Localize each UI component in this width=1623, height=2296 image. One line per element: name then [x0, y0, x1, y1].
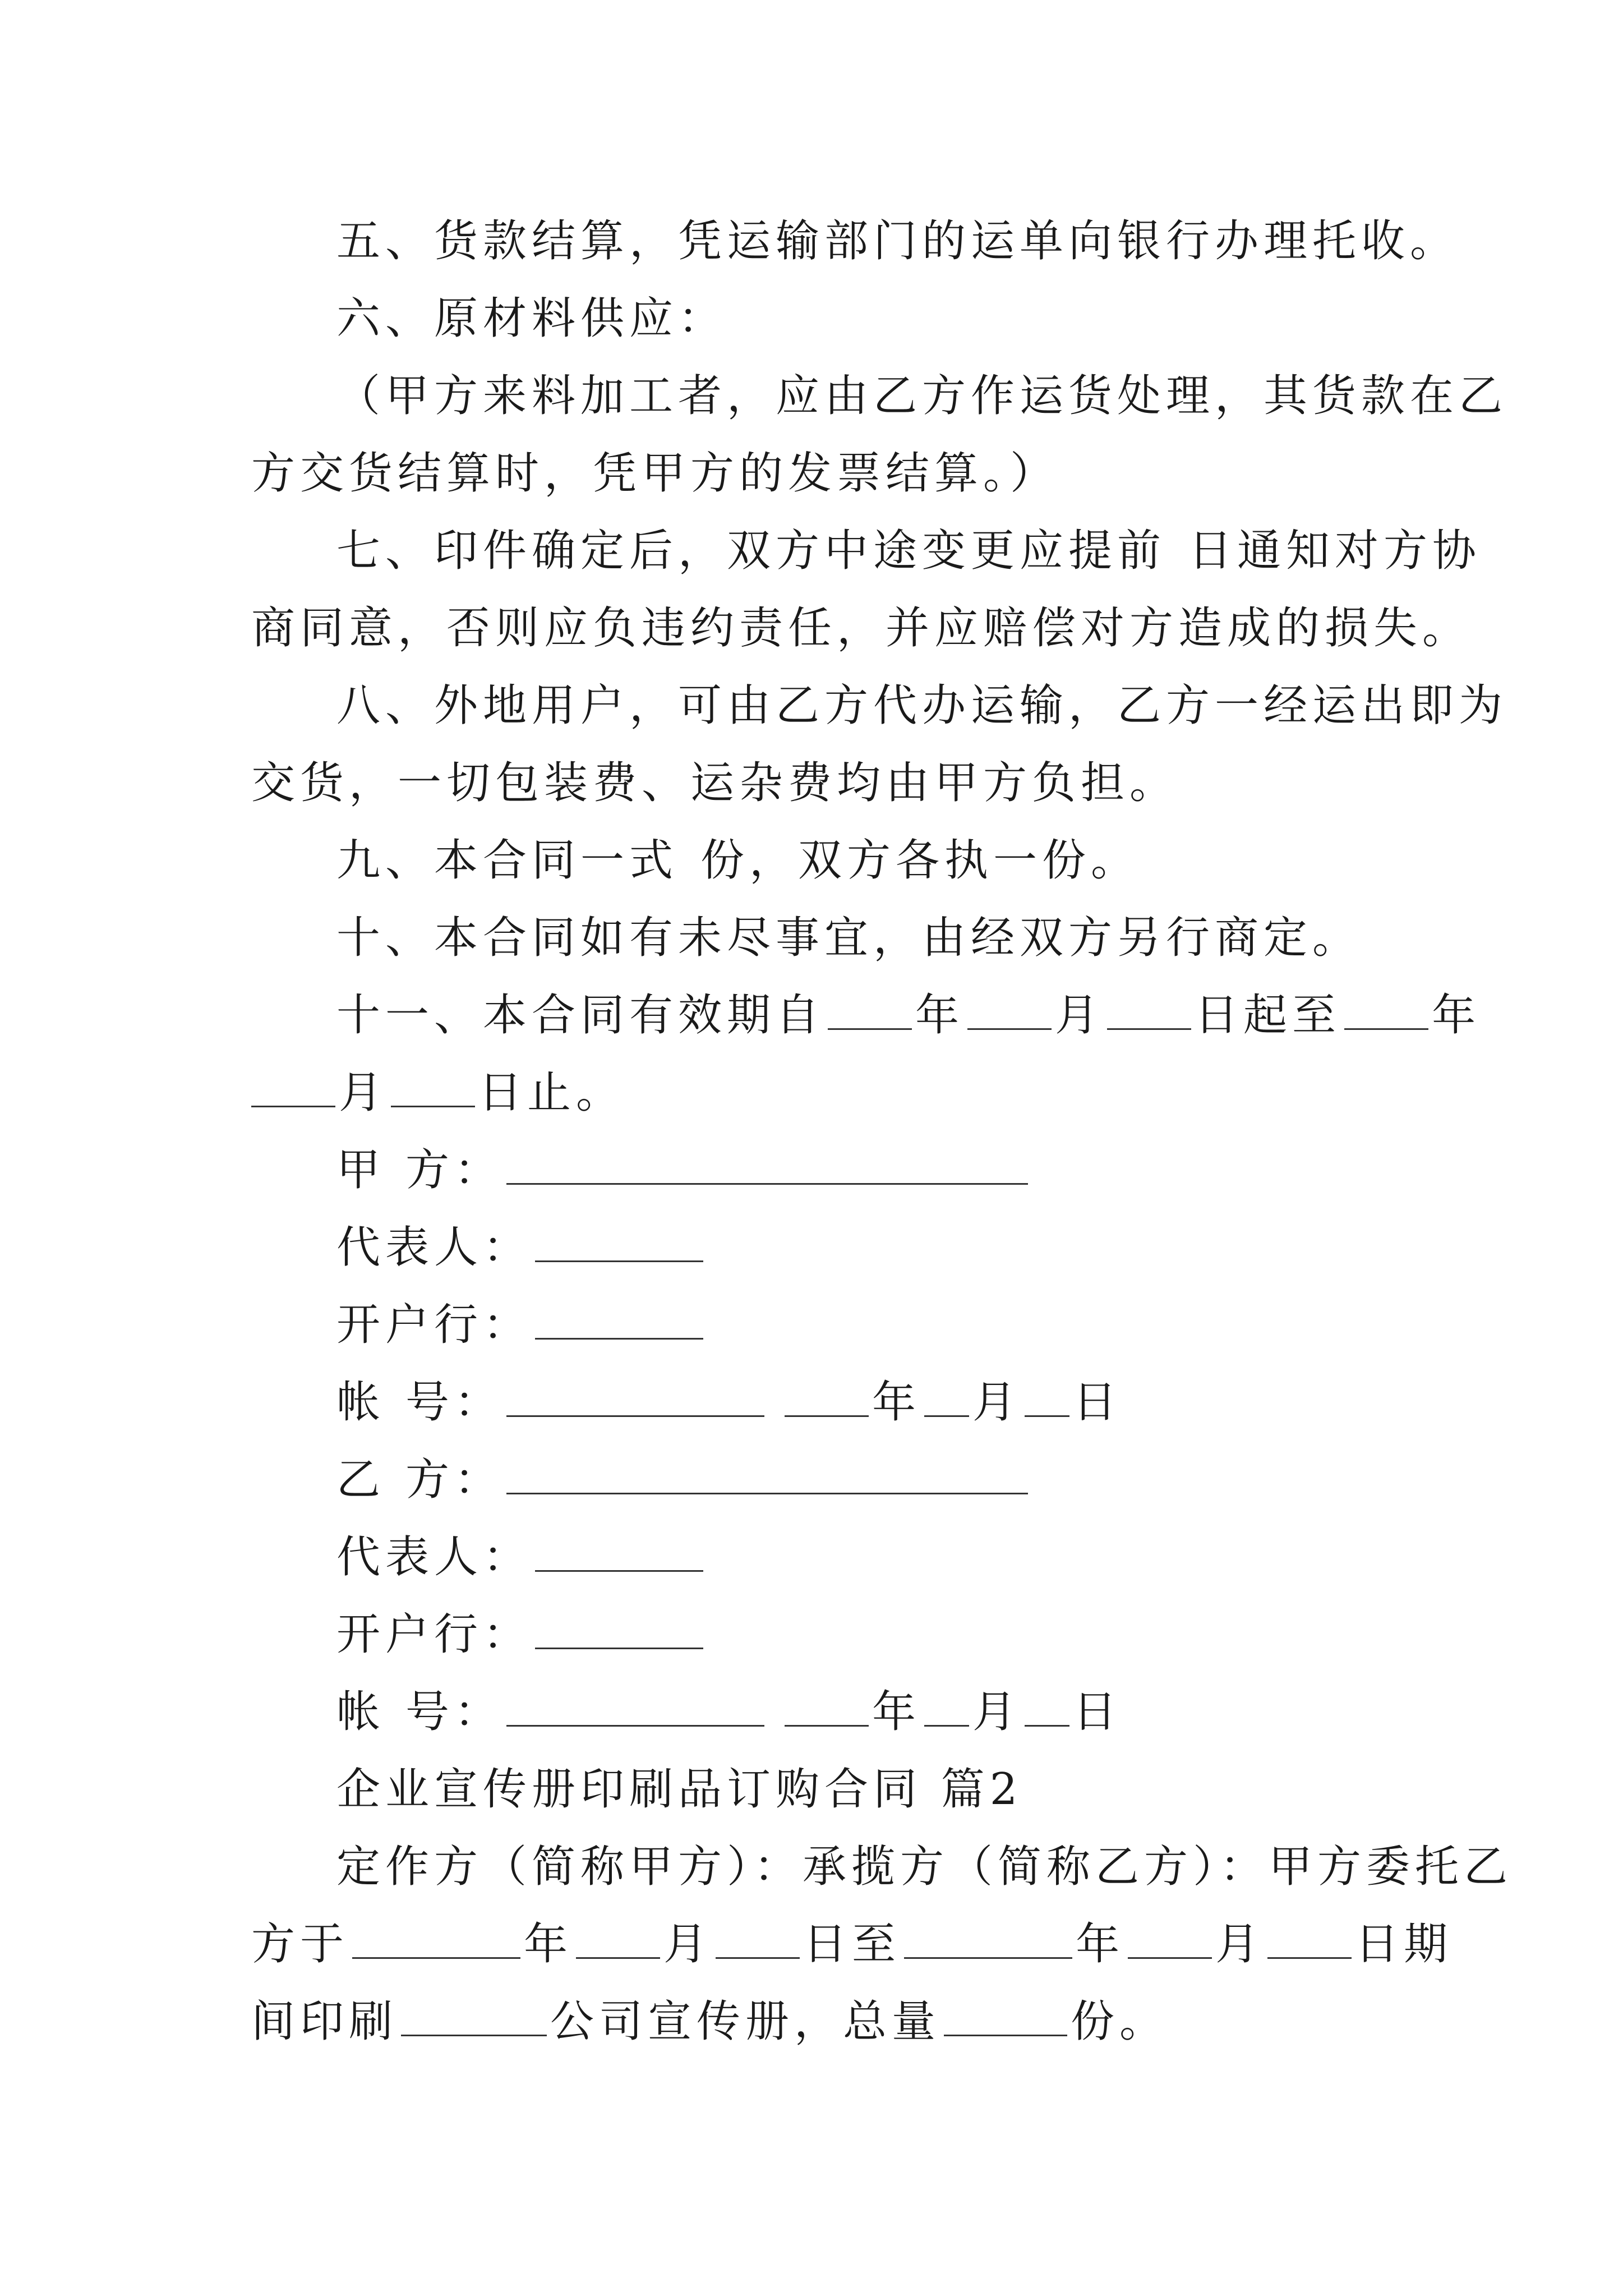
- party-b-bank-row: [336, 1607, 707, 1663]
- clause-6-note-line1: [336, 368, 1507, 424]
- party-a-row: [336, 1142, 1031, 1198]
- clause-11-line1: [336, 987, 1481, 1043]
- clause-8-text-b: 交货，一切包装费、运杂费均由甲方负担。: [251, 758, 1179, 808]
- clause-6-note-text2: 方交货结算时，凭甲方的发票结算。）: [251, 448, 1059, 499]
- clause-7-line2: [251, 600, 1471, 656]
- party-a-rep-row: [336, 1220, 707, 1276]
- section-2-line2: [251, 1916, 1453, 1972]
- start-year-blank[interactable]: [352, 1921, 520, 1959]
- party-b-label: 乙: [336, 1455, 386, 1505]
- party-b-account-row: [336, 1684, 1122, 1740]
- finish-day-blank[interactable]: [1267, 1921, 1352, 1959]
- finish-year-label: 年: [1076, 1919, 1125, 1970]
- party-b-sign-month-label: 月: [972, 1687, 1022, 1737]
- end-month-blank[interactable]: [251, 1070, 335, 1107]
- party-b-bank-field[interactable]: [535, 1612, 703, 1649]
- party-a-sign-month-blank[interactable]: [924, 1379, 969, 1417]
- party-a-sign-month-label: 月: [972, 1377, 1022, 1428]
- section-2-line1: [336, 1839, 1513, 1895]
- party-a-bank-row: [336, 1297, 707, 1353]
- clause-7-text-a: 七、印件确定后，双方中途变更应提前: [336, 526, 1166, 576]
- end-year-blank[interactable]: [1344, 992, 1428, 1030]
- end-month-label: 月: [339, 1068, 388, 1118]
- section-2-text-d: 日期: [1355, 1919, 1453, 1970]
- clause-7-text-c: 商同意，否则应负违约责任，并应赔偿对方造成的损失。: [251, 603, 1472, 654]
- month-blank[interactable]: [967, 992, 1052, 1030]
- year-label: 年: [915, 990, 965, 1041]
- finish-month-label: 月: [1215, 1919, 1265, 1970]
- clause-11-text-c: 日止。: [478, 1068, 625, 1118]
- section-2-text-g: 份。: [1071, 1996, 1169, 2047]
- clause-11-line2: [251, 1065, 625, 1121]
- party-a-sign-day-label: 日: [1073, 1377, 1122, 1428]
- party-b-account-field[interactable]: [506, 1689, 764, 1727]
- party-b-row: [336, 1452, 1031, 1508]
- party-b-colon: 方：: [405, 1455, 504, 1505]
- section-2-text-f: 公司宣传册，总量: [550, 1996, 941, 2047]
- clause-9-text-a: 九、本合同一式: [336, 835, 679, 886]
- section-2-text-c: 日至: [803, 1919, 901, 1970]
- clause-11-text-a: 十一、本合同有效期自: [336, 990, 825, 1041]
- section-2-text-a: 定作方（简称甲方）：承揽方（简称乙方）：甲方委托乙: [336, 1842, 1513, 1892]
- section-2-title-text: 企业宣传册印刷品订购合同 篇2: [336, 1764, 1023, 1815]
- section-2-text-b: 方于: [251, 1919, 349, 1970]
- clause-8-line2: [251, 755, 1178, 811]
- clause-8-line1: [336, 678, 1507, 734]
- company-name-blank[interactable]: [401, 1999, 547, 2036]
- start-day-blank[interactable]: [716, 1921, 800, 1959]
- clause-5: [336, 213, 1459, 269]
- party-b-rep-field[interactable]: [535, 1534, 703, 1572]
- clause-6-note-text1: （甲方来料加工者，应由乙方作运货处理，其货款在乙: [336, 371, 1508, 421]
- party-a-label: 甲: [336, 1145, 386, 1195]
- section-2-line3: [251, 1994, 1168, 2050]
- party-b-rep-row: [336, 1529, 707, 1585]
- clause-6: [336, 291, 727, 347]
- party-b-account-colon: 号：: [405, 1687, 504, 1737]
- party-a-bank-label: 开户行：: [336, 1300, 532, 1350]
- start-month-blank[interactable]: [576, 1921, 660, 1959]
- party-a-sign-year-blank[interactable]: [785, 1379, 869, 1417]
- party-a-account-row: [336, 1374, 1122, 1430]
- finish-year-blank[interactable]: [904, 1921, 1072, 1959]
- party-b-account-label: 帐: [336, 1687, 386, 1737]
- month-label: 月: [1055, 990, 1104, 1041]
- party-a-colon: 方：: [405, 1145, 504, 1195]
- party-a-field[interactable]: [506, 1147, 1028, 1185]
- clause-7-line1: [336, 523, 1481, 579]
- clause-7-text-b: 日通知对方协: [1188, 526, 1482, 576]
- party-a-account-label: 帐: [336, 1377, 386, 1428]
- clause-10-text: 十、本合同如有未尽事宜，由经双方另行商定。: [336, 913, 1362, 963]
- party-a-sign-year-label: 年: [872, 1377, 921, 1428]
- party-b-sign-day-label: 日: [1073, 1687, 1122, 1737]
- year-blank[interactable]: [828, 992, 912, 1030]
- party-a-sign-day-blank[interactable]: [1025, 1379, 1069, 1417]
- clause-11-text-b: 日起至: [1195, 990, 1341, 1041]
- quantity-blank[interactable]: [944, 1999, 1067, 2036]
- party-b-sign-day-blank[interactable]: [1025, 1689, 1069, 1727]
- party-a-account-colon: 号：: [405, 1377, 504, 1428]
- clause-6-text: 六、原材料供应：: [336, 293, 727, 344]
- clause-10: [336, 910, 1361, 966]
- party-a-rep-label: 代表人：: [336, 1222, 532, 1273]
- party-b-sign-month-blank[interactable]: [924, 1689, 969, 1727]
- end-day-blank[interactable]: [391, 1070, 475, 1107]
- start-month-label: 月: [663, 1919, 713, 1970]
- party-a-rep-field[interactable]: [535, 1225, 703, 1262]
- party-b-sign-year-blank[interactable]: [785, 1689, 869, 1727]
- party-a-account-field[interactable]: [506, 1379, 764, 1417]
- party-b-field[interactable]: [506, 1457, 1028, 1494]
- party-b-bank-label: 开户行：: [336, 1609, 532, 1660]
- clause-8-text-a: 八、外地用户，可由乙方代办运输，乙方一经运出即为: [336, 680, 1508, 731]
- end-year-label: 年: [1432, 990, 1481, 1041]
- party-b-sign-year-label: 年: [872, 1687, 921, 1737]
- section-2-text-e: 间印刷: [251, 1996, 398, 2047]
- start-year-label: 年: [524, 1919, 573, 1970]
- clause-9-text-b: 份，双方各执一份。: [700, 835, 1140, 886]
- party-a-bank-field[interactable]: [535, 1302, 703, 1340]
- clause-9: [336, 832, 1140, 889]
- clause-6-note-line2: [251, 445, 1059, 501]
- finish-month-blank[interactable]: [1128, 1921, 1212, 1959]
- section-2-title: [336, 1761, 1022, 1818]
- party-b-rep-label: 代表人：: [336, 1532, 532, 1582]
- clause-5-text: 五、货款结算，凭运输部门的运单向银行办理托收。: [336, 216, 1459, 266]
- day-blank[interactable]: [1107, 992, 1191, 1030]
